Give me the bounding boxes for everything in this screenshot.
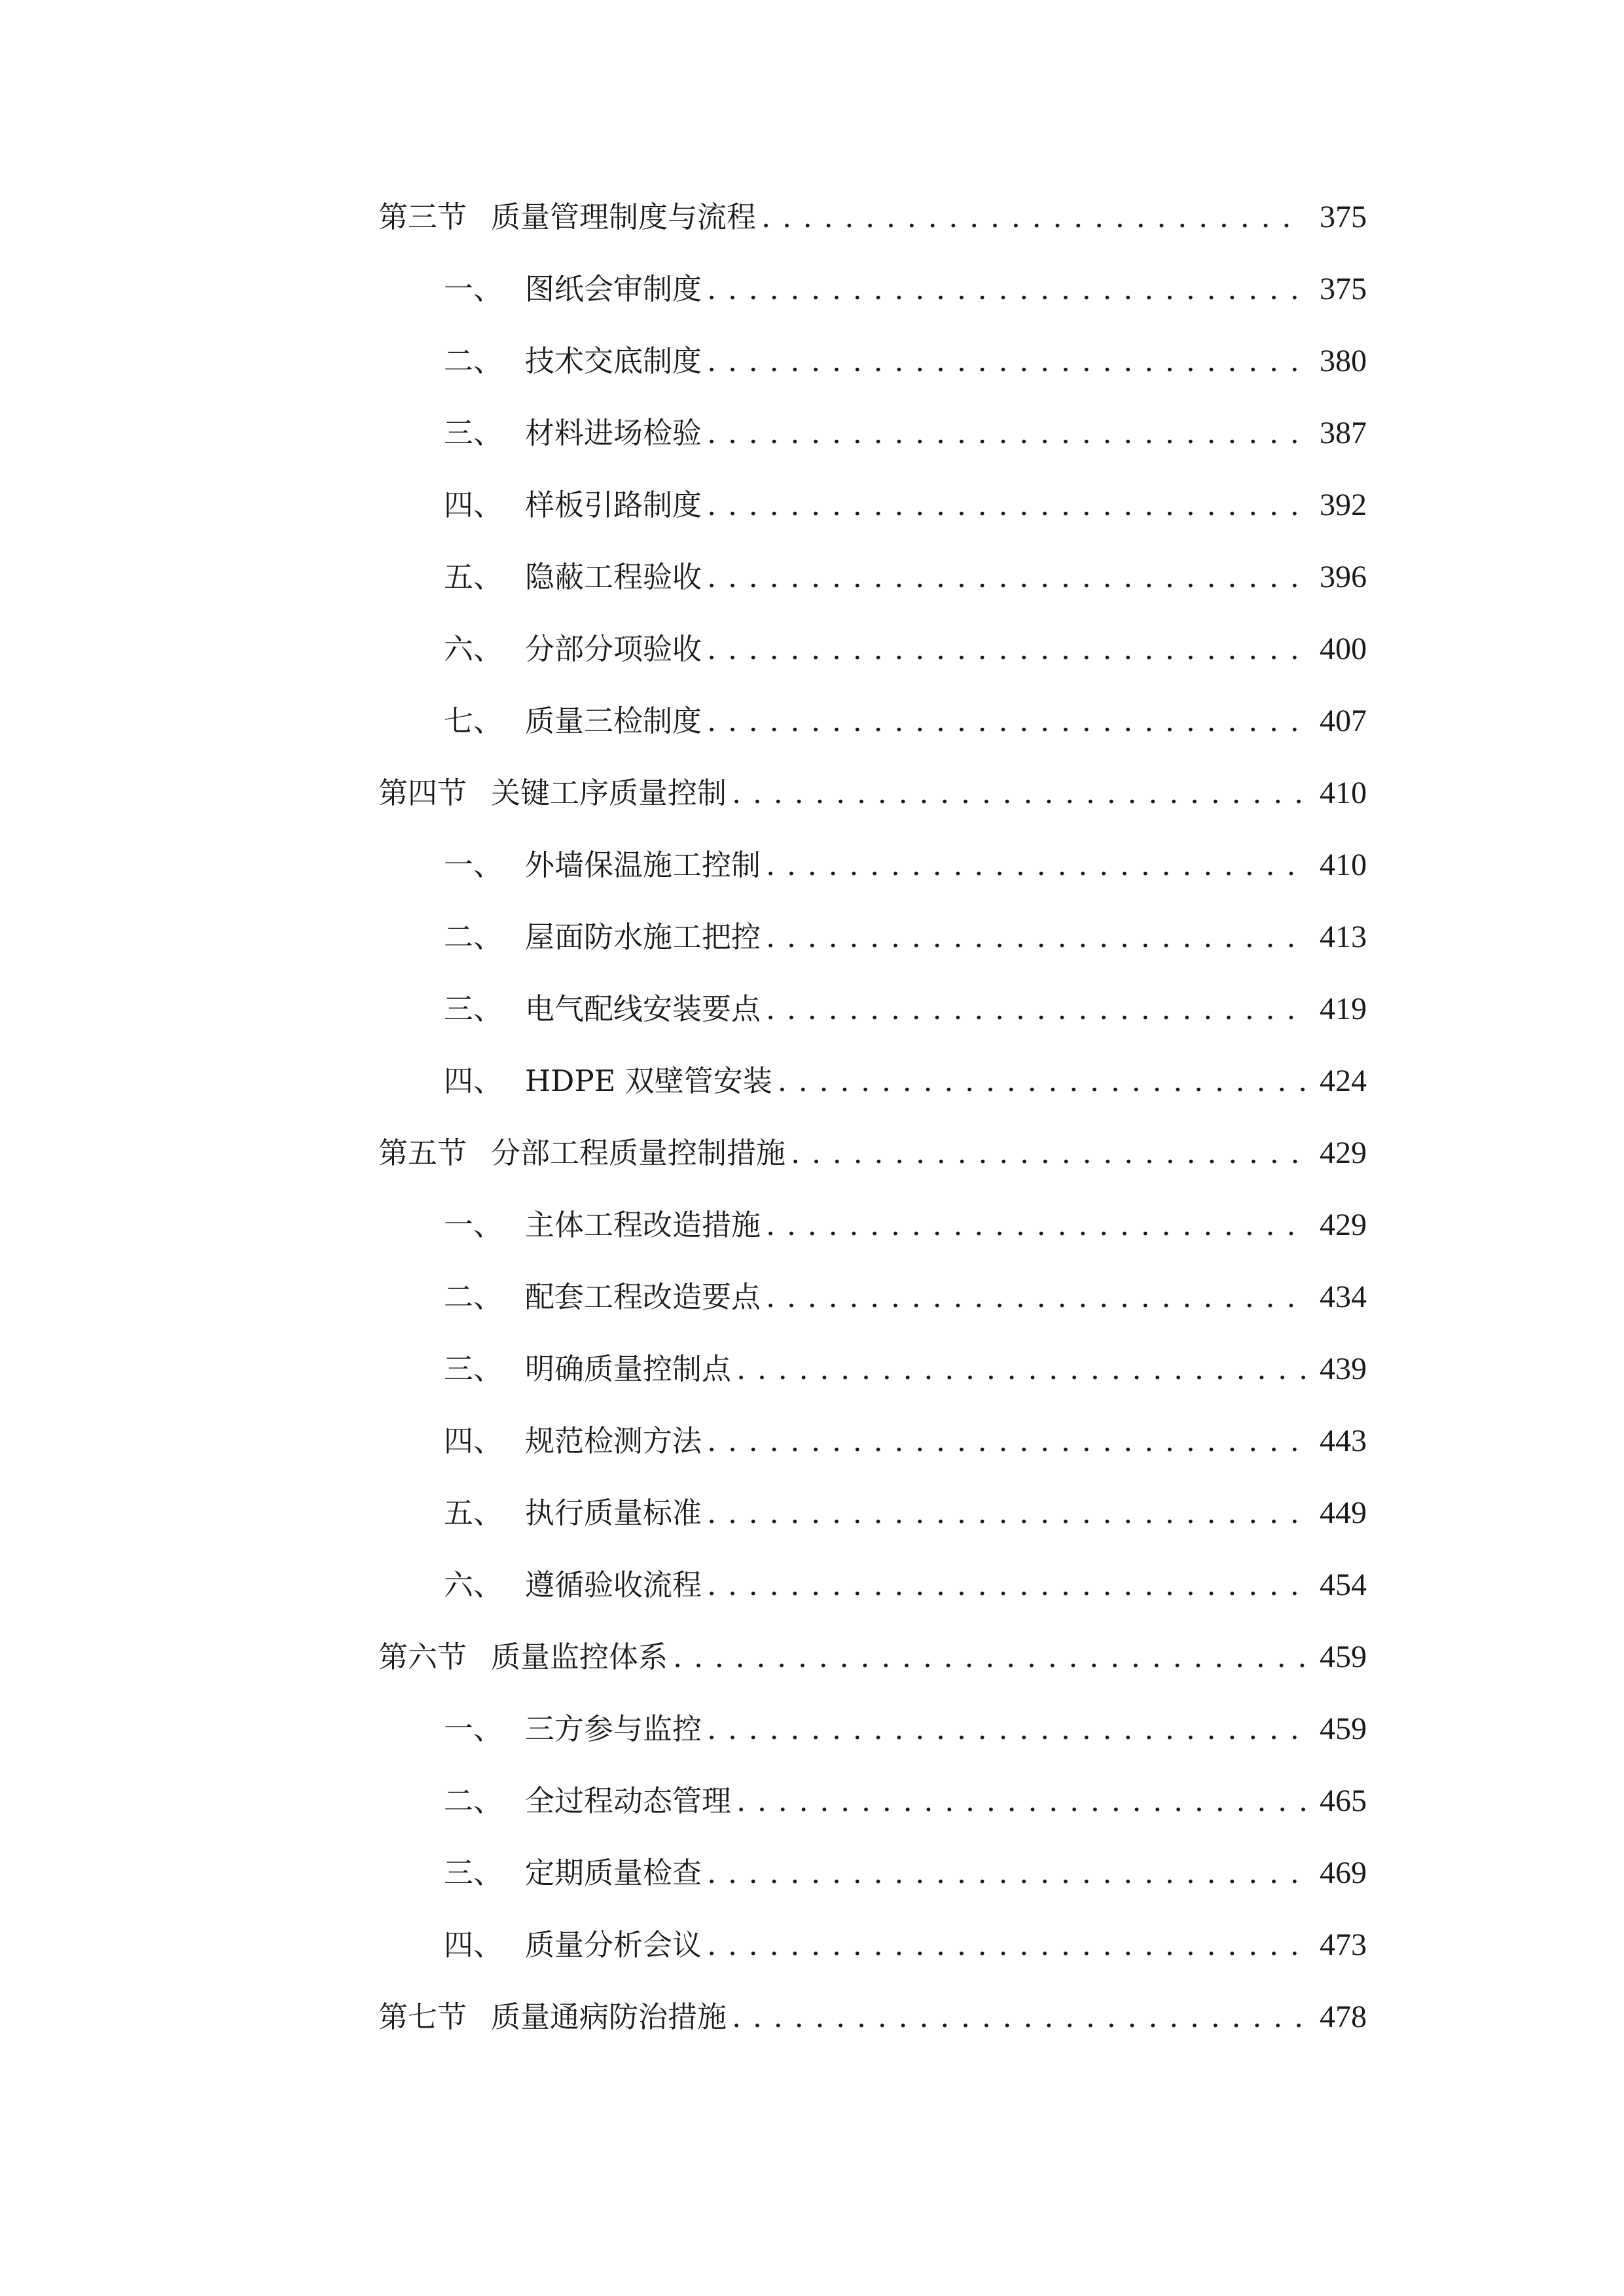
entry-title: 质量分析会议 [525, 1928, 702, 1962]
item-number: 四、 [444, 1064, 503, 1098]
entry-title: 执行质量标准 [525, 1496, 702, 1530]
page-number: 434 [1320, 1280, 1367, 1314]
toc-entry-item[interactable] [444, 263, 1367, 315]
entry-title: 三方参与监控 [525, 1712, 702, 1746]
item-number: 六、 [444, 1568, 503, 1602]
dot-leader [761, 191, 1305, 243]
page-number: 424 [1320, 1064, 1367, 1098]
entry-title: 分部工程质量控制措施 [491, 1136, 786, 1170]
toc-entry-section[interactable] [378, 191, 1367, 243]
dot-leader [766, 983, 1305, 1035]
page-number: 459 [1320, 1640, 1367, 1674]
entry-title: 配套工程改造要点 [525, 1280, 761, 1314]
toc-entry-item[interactable] [444, 1703, 1367, 1755]
toc-entry-item[interactable] [444, 1847, 1367, 1899]
entry-title: 样板引路制度 [525, 488, 702, 522]
page-number: 392 [1320, 488, 1367, 522]
item-number: 三、 [444, 1352, 503, 1386]
dot-leader [707, 1559, 1305, 1611]
section-label: 第六节 [378, 1640, 467, 1674]
page-number: 443 [1320, 1424, 1367, 1458]
dot-leader [707, 1415, 1305, 1467]
dot-leader [707, 695, 1305, 747]
dot-leader [766, 911, 1305, 963]
item-number: 五、 [444, 1496, 503, 1530]
entry-title: 全过程动态管理 [525, 1784, 732, 1818]
item-number: 二、 [444, 1280, 503, 1314]
entry-title: 电气配线安装要点 [525, 992, 761, 1026]
section-label: 第七节 [378, 2000, 467, 2034]
page-number: 375 [1320, 200, 1367, 234]
toc-entry-item[interactable] [444, 839, 1367, 891]
toc-entry-section[interactable] [378, 767, 1367, 819]
item-number: 四、 [444, 488, 503, 522]
page-number: 439 [1320, 1352, 1367, 1386]
dot-leader [766, 1199, 1305, 1251]
entry-title: 隐蔽工程验收 [525, 560, 702, 594]
page-number: 454 [1320, 1568, 1367, 1602]
page-number: 465 [1320, 1784, 1367, 1818]
toc-entry-item[interactable] [444, 623, 1367, 675]
dot-leader [707, 551, 1305, 603]
dot-leader [732, 1991, 1305, 2043]
entry-title: 外墙保温施工控制 [525, 848, 761, 882]
item-number: 二、 [444, 344, 503, 378]
item-number: 四、 [444, 1928, 503, 1962]
item-number: 一、 [444, 848, 503, 882]
toc-entry-item[interactable] [444, 551, 1367, 603]
entry-title: 质量通病防治措施 [491, 2000, 727, 2034]
toc-entry-section[interactable] [378, 1631, 1367, 1683]
dot-leader [707, 263, 1305, 315]
toc-entry-section[interactable] [378, 1991, 1367, 2043]
dot-leader [736, 1343, 1305, 1395]
toc-entry-item[interactable] [444, 1343, 1367, 1395]
entry-title: 图纸会审制度 [525, 272, 702, 306]
toc-entry-item[interactable] [444, 1775, 1367, 1827]
page-number: 396 [1320, 560, 1367, 594]
toc-entry-item[interactable] [444, 911, 1367, 963]
toc-entry-item[interactable] [444, 479, 1367, 531]
toc-entry-item[interactable] [444, 695, 1367, 747]
section-label: 第四节 [378, 776, 467, 810]
toc-entry-item[interactable] [444, 407, 1367, 459]
entry-title: 技术交底制度 [525, 344, 702, 378]
page-number: 413 [1320, 920, 1367, 954]
entry-title: 分部分项验收 [525, 632, 702, 666]
page-number: 410 [1320, 776, 1367, 810]
page-number: 407 [1320, 704, 1367, 738]
toc-entry-item[interactable] [444, 1415, 1367, 1467]
dot-leader [766, 1271, 1305, 1323]
item-number: 七、 [444, 704, 503, 738]
toc-entry-item[interactable] [444, 1199, 1367, 1251]
item-number: 三、 [444, 992, 503, 1026]
toc-entry-item[interactable] [444, 1271, 1367, 1323]
entry-title: 质量管理制度与流程 [491, 200, 757, 234]
dot-leader [707, 1487, 1305, 1539]
item-number: 一、 [444, 1712, 503, 1746]
item-number: 二、 [444, 920, 503, 954]
dot-leader [732, 767, 1305, 819]
dot-leader [778, 1055, 1305, 1107]
page-number: 387 [1320, 416, 1367, 450]
entry-title: 关键工序质量控制 [491, 776, 727, 810]
page-number: 469 [1320, 1856, 1367, 1890]
toc-entry-item[interactable] [444, 1055, 1367, 1107]
item-number: 二、 [444, 1784, 503, 1818]
entry-title: 主体工程改造措施 [525, 1208, 761, 1242]
item-number: 三、 [444, 416, 503, 450]
entry-title: 遵循验收流程 [525, 1568, 702, 1602]
toc-entry-section[interactable] [378, 1127, 1367, 1179]
page-number: 380 [1320, 344, 1367, 378]
toc-entry-item[interactable] [444, 983, 1367, 1035]
dot-leader [707, 479, 1305, 531]
dot-leader [766, 839, 1305, 891]
dot-leader [707, 407, 1305, 459]
toc-entry-item[interactable] [444, 1559, 1367, 1611]
dot-leader [707, 1703, 1305, 1755]
page-number: 429 [1320, 1136, 1367, 1170]
dot-leader [707, 335, 1305, 387]
item-number: 四、 [444, 1424, 503, 1458]
page-number: 459 [1320, 1712, 1367, 1746]
item-number: 一、 [444, 1208, 503, 1242]
page-number: 473 [1320, 1928, 1367, 1962]
dot-leader [791, 1127, 1305, 1179]
dot-leader [707, 1919, 1305, 1971]
page-number: 478 [1320, 2000, 1367, 2034]
entry-title: 质量三检制度 [525, 704, 702, 738]
item-number: 一、 [444, 272, 503, 306]
entry-title: 屋面防水施工把控 [525, 920, 761, 954]
dot-leader [707, 1847, 1305, 1899]
toc-entry-item[interactable] [444, 335, 1367, 387]
page-number: 429 [1320, 1208, 1367, 1242]
entry-title: 规范检测方法 [525, 1424, 702, 1458]
dot-leader [736, 1775, 1305, 1827]
entry-title: HDPE 双壁管安装 [525, 1064, 772, 1098]
dot-leader [707, 623, 1305, 675]
toc-entry-item[interactable] [444, 1487, 1367, 1539]
entry-title: 材料进场检验 [525, 416, 702, 450]
page-number: 449 [1320, 1496, 1367, 1530]
page-number: 410 [1320, 848, 1367, 882]
item-number: 三、 [444, 1856, 503, 1890]
page-number: 419 [1320, 992, 1367, 1026]
item-number: 六、 [444, 632, 503, 666]
entry-title: 质量监控体系 [491, 1640, 668, 1674]
section-label: 第三节 [378, 200, 467, 234]
toc-entry-item[interactable] [444, 1919, 1367, 1971]
entry-title: 明确质量控制点 [525, 1352, 732, 1386]
section-label: 第五节 [378, 1136, 467, 1170]
entry-title: 定期质量检查 [525, 1856, 702, 1890]
page-number: 400 [1320, 632, 1367, 666]
item-number: 五、 [444, 560, 503, 594]
page-number: 375 [1320, 272, 1367, 306]
dot-leader [673, 1631, 1305, 1683]
